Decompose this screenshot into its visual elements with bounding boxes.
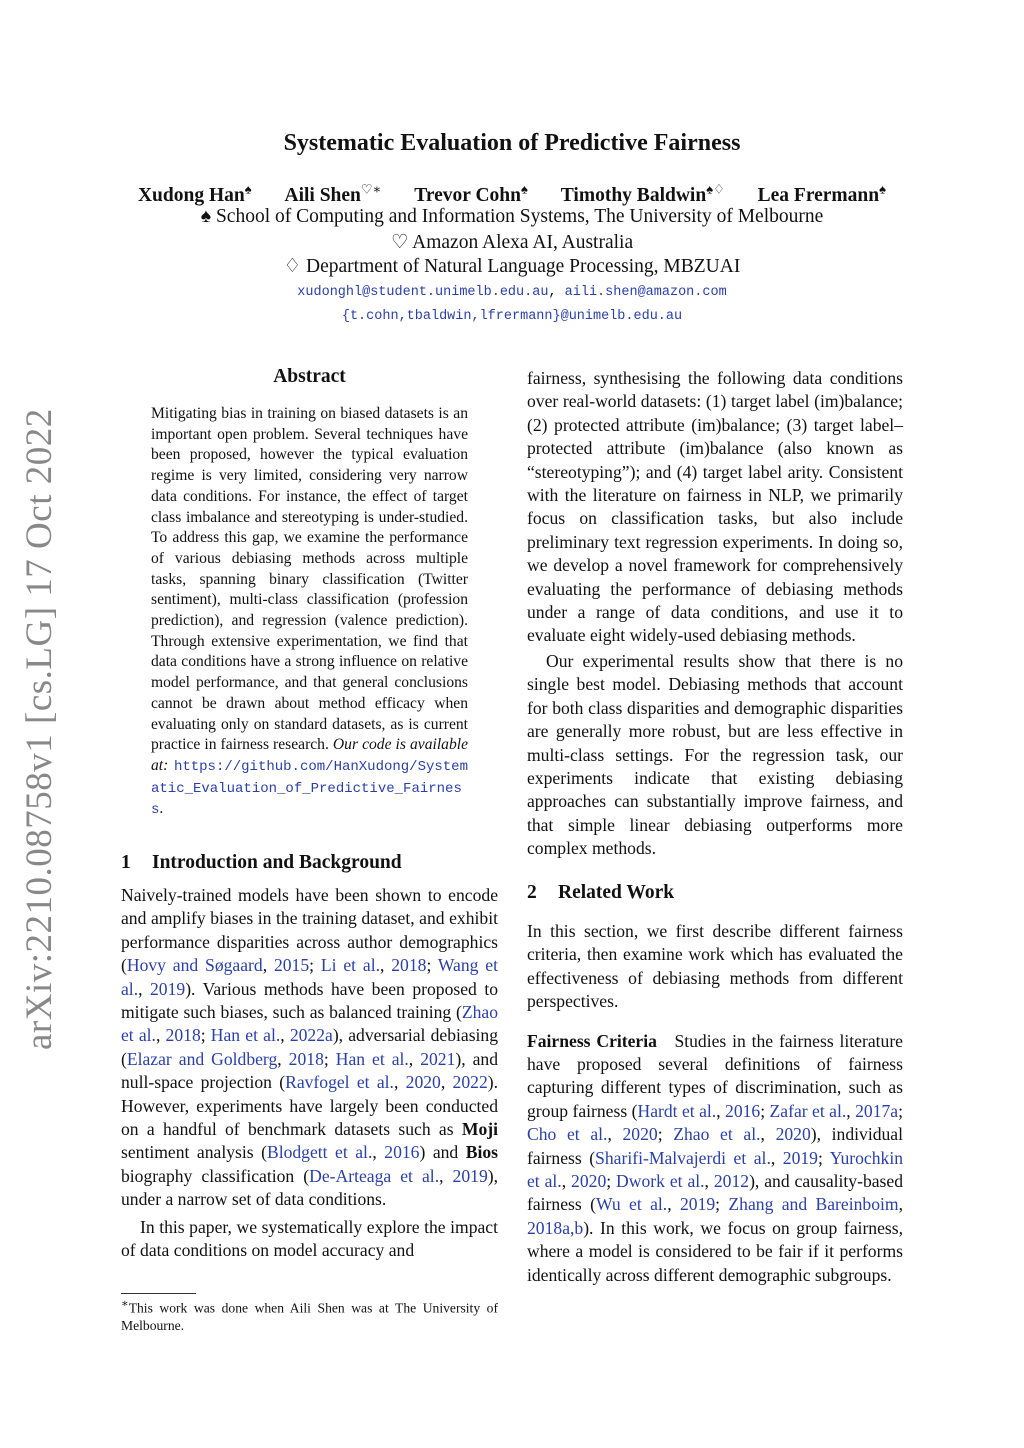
author-name: Trevor Cohn bbox=[414, 184, 521, 206]
citation-year-link[interactable]: 2019 bbox=[679, 1194, 716, 1215]
text-run: , bbox=[760, 1124, 776, 1145]
author-name: Lea Frermann bbox=[757, 184, 880, 206]
text-run: ). Various methods have been proposed to mitigate such biases, such as balanced training ( bbox=[121, 978, 499, 1023]
citation-link[interactable]: Ravfogel et al. bbox=[285, 1072, 394, 1093]
author-han bbox=[137, 181, 252, 206]
email-link-han[interactable]: xudonghl@student.unimelb.edu.au bbox=[297, 285, 549, 300]
text-run: , bbox=[277, 1048, 289, 1069]
text-run: , bbox=[716, 1100, 726, 1121]
citation-link[interactable]: Li et al. bbox=[320, 955, 380, 976]
author-name: Xudong Han bbox=[137, 184, 245, 206]
citation-link[interactable]: Hardt et al. bbox=[637, 1100, 717, 1121]
affiliation-marks: ♠ bbox=[521, 181, 528, 196]
text-run: ), and null-space projection ( bbox=[121, 1048, 499, 1093]
fairness-criteria-paragraph bbox=[527, 1030, 903, 1287]
text-run: Studies in the fairness literature have proposed several definitions of fairness capturing different types of discrimination, such as group fairness ( bbox=[527, 1030, 903, 1121]
citation-link[interactable]: Zhao et al. bbox=[121, 1002, 498, 1046]
text-run: biography classification ( bbox=[121, 1165, 310, 1186]
text-run: ; bbox=[323, 1048, 336, 1069]
text-run: ), and causality-based fairness ( bbox=[527, 1171, 904, 1215]
footnote-mark: ∗ bbox=[121, 1298, 129, 1310]
citation-link[interactable]: Han et al. bbox=[210, 1025, 281, 1046]
text-run: , bbox=[770, 1147, 783, 1168]
citation-link[interactable]: Zafar et al. bbox=[769, 1100, 847, 1121]
text-run: , bbox=[667, 1194, 680, 1215]
text-run: , bbox=[280, 1025, 290, 1046]
code-url-link[interactable]: https://github.com/HanXudong/Systematic_Evaluation_of_Predictive_Fairness bbox=[151, 758, 468, 819]
text-run: ; bbox=[715, 1194, 729, 1215]
text-run: ) and bbox=[419, 1142, 466, 1163]
citation-link[interactable]: Wu et al. bbox=[595, 1194, 668, 1215]
text-run: ; bbox=[309, 955, 321, 976]
author-cohn bbox=[414, 181, 528, 206]
citation-link[interactable]: Cho et al. bbox=[527, 1124, 608, 1145]
code-end: . bbox=[159, 800, 164, 818]
citation-link[interactable]: De-Arteaga et al. bbox=[309, 1165, 440, 1186]
affiliation-melbourne: ♠ School of Computing and Information Systems, The University of Melbourne bbox=[200, 206, 824, 227]
intro-paragraph-1 bbox=[121, 884, 498, 1212]
text-run: , bbox=[704, 1171, 714, 1191]
citation-year-link[interactable]: 2019 bbox=[782, 1147, 818, 1168]
citation-link[interactable]: Sharifi-Malvajerdi et al. bbox=[595, 1147, 771, 1168]
citation-year-link[interactable]: 2020 bbox=[775, 1124, 811, 1145]
text-run: , bbox=[440, 1072, 453, 1093]
citation-year-link[interactable]: 2020 bbox=[405, 1072, 441, 1093]
section-1-heading bbox=[121, 852, 402, 874]
email-line-2[interactable]: {t.cohn,tbaldwin,lfrermann}@unimelb.edu.au bbox=[341, 309, 683, 324]
text-run: , bbox=[372, 1142, 385, 1163]
text-run: ; bbox=[426, 955, 438, 976]
affiliation-marks: ♠♢ bbox=[706, 181, 725, 196]
section-title: Introduction and Background bbox=[152, 852, 402, 873]
citation-year-link[interactable]: 2022 bbox=[452, 1072, 488, 1093]
text-run: ; bbox=[657, 1124, 674, 1145]
section-2-heading bbox=[527, 881, 903, 904]
citation-year-link[interactable]: 2021 bbox=[420, 1048, 456, 1069]
arxiv-identifier-stamp: arXiv:2210.08758v1 [cs.LG] 17 Oct 2022 bbox=[19, 408, 60, 1050]
text-run: , bbox=[898, 1194, 903, 1215]
text-run: ). However, experiments have largely been conducted on a handful of benchmark datasets such as bbox=[121, 1072, 498, 1140]
author-baldwin bbox=[560, 181, 725, 206]
section-number: 1 bbox=[121, 852, 131, 873]
citation-link[interactable]: Elazar and Goldberg bbox=[126, 1048, 278, 1069]
affiliation-mbzuai: ♢ Department of Natural Language Processing, MBZUAI bbox=[283, 256, 741, 277]
abstract-heading: Abstract bbox=[273, 366, 346, 387]
affiliation-amazon: ♡ Amazon Alexa AI, Australia bbox=[390, 232, 634, 253]
author-list bbox=[0, 181, 1024, 207]
dataset-name-moji: Moji bbox=[461, 1119, 498, 1140]
footnote-text bbox=[121, 1296, 498, 1334]
citation-year-link[interactable]: 2019 bbox=[150, 978, 186, 999]
text-run: sentiment analysis ( bbox=[121, 1142, 267, 1163]
author-shen bbox=[284, 181, 382, 206]
email-link-shen[interactable]: aili.shen@amazon.com bbox=[564, 285, 727, 300]
text-run: ), individual fairness ( bbox=[527, 1124, 904, 1168]
text-run: , bbox=[138, 978, 150, 999]
paper-title: Systematic Evaluation of Predictive Fairness bbox=[283, 130, 741, 156]
citation-link[interactable]: Zhao et al. bbox=[673, 1124, 761, 1145]
citation-link[interactable]: Yurochkin et al. bbox=[527, 1147, 903, 1191]
citation-year-link[interactable]: 2022a bbox=[289, 1025, 333, 1046]
text-run: , bbox=[393, 1072, 406, 1093]
intro-paragraph-2: In this paper, we systematically explore the impact of data conditions on model accuracy and bbox=[121, 1216, 498, 1261]
affiliation-marks: ♠ bbox=[244, 181, 252, 196]
text-run: ), adversarial debiasing ( bbox=[121, 1025, 499, 1069]
citation-year-link[interactable]: 2015 bbox=[273, 955, 310, 976]
email-line-1 bbox=[0, 285, 1024, 300]
text-run: Naively-trained models have been shown to encode and amplify biases in the training dataset, and exhibit performance disparities across author demographics ( bbox=[121, 885, 498, 976]
footnote-divider bbox=[121, 1293, 196, 1294]
abstract-body bbox=[151, 404, 468, 821]
text-run: ; bbox=[898, 1100, 903, 1121]
affiliation-marks: ♡∗ bbox=[360, 181, 382, 196]
citation-link[interactable]: Han et al. bbox=[335, 1048, 409, 1069]
text-run: , bbox=[155, 1025, 166, 1046]
footnote-body: This work was done when Aili Shen was at The University of Melbourne. bbox=[121, 1300, 498, 1333]
text-run: ; bbox=[200, 1025, 211, 1046]
results-paragraph: Our experimental results show that there is no single best model. Debiasing methods that account for both class disparities and demographic disparities are generally more robust, but are less effective in multi-class settings. For the regression task, our experiments indicate that existing debiasing approaches can substantially improve fairness, and that simple linear debiasing outperforms more complex methods. bbox=[527, 650, 903, 859]
citation-link[interactable]: Zhang and Bareinboim bbox=[728, 1194, 899, 1215]
right-column bbox=[527, 367, 903, 1287]
text-run: , bbox=[262, 955, 274, 976]
text-run: ; bbox=[760, 1100, 770, 1121]
citation-year-link[interactable]: 2020 bbox=[622, 1124, 658, 1145]
citation-year-link[interactable]: 2020 bbox=[571, 1171, 607, 1191]
citation-year-link[interactable]: 2019 bbox=[452, 1165, 488, 1186]
text-run: , bbox=[607, 1124, 623, 1145]
citation-year-link[interactable]: 2016 bbox=[384, 1142, 420, 1163]
citation-link[interactable]: Wang et al. bbox=[121, 955, 499, 999]
text-run: ; bbox=[817, 1147, 830, 1168]
citation-year-link[interactable]: 2018 bbox=[391, 955, 427, 976]
citation-link[interactable]: Dwork et al. bbox=[616, 1171, 705, 1191]
citation-year-link[interactable]: 2018 bbox=[288, 1048, 324, 1069]
section-number: 2 bbox=[527, 881, 537, 903]
citation-year-link[interactable]: 2018 bbox=[165, 1025, 201, 1046]
related-work-intro: In this section, we first describe different fairness criteria, then examine work which has evaluated the effectiveness of debiasing methods from different perspectives. bbox=[527, 920, 903, 1012]
text-run: , bbox=[380, 955, 392, 976]
text-run: , bbox=[846, 1100, 856, 1121]
abstract-paragraph bbox=[151, 404, 468, 821]
text-run: , bbox=[408, 1048, 421, 1069]
intro-body bbox=[121, 884, 498, 1263]
text-run: ). In this work, we focus on group fairness, where a model is considered to be fair if it performs identically across different demographic subgroups. bbox=[527, 1217, 903, 1285]
section-title: Related Work bbox=[558, 881, 675, 903]
text-run: ; bbox=[606, 1171, 617, 1191]
abstract-text: Mitigating bias in training on biased datasets is an important open problem. Several techniques have been proposed, however the typical evaluation regime is very limited, considering very narrow data conditions. For instance, the effect of target class imbalance and stereotyping is under-studied. To address this gap, we examine the performance of various debiasing methods across multiple tasks, spanning binary classification (Twitter sentiment), multi-class classification (profession prediction), and regression (valence prediction). Through extensive experimentation, we find that data conditions have a strong influence on relative model performance, and that general conclusions cannot be drawn about method efficacy when evaluating only on standard datasets, as is current practice in fairness research. bbox=[151, 405, 468, 754]
citation-year-link[interactable]: 2016 bbox=[725, 1100, 761, 1121]
citation-link[interactable]: Hovy and Søgaard bbox=[126, 955, 263, 976]
author-frermann bbox=[757, 181, 887, 206]
text-run: , bbox=[439, 1165, 453, 1186]
paragraph-heading: Fairness Criteria bbox=[527, 1030, 657, 1051]
citation-year-link[interactable]: 2018a,b bbox=[527, 1217, 584, 1238]
code-intro: Our code is available at: bbox=[151, 736, 468, 774]
email-separator: , bbox=[548, 285, 565, 300]
dataset-name-bios: Bios bbox=[465, 1142, 498, 1163]
footnote bbox=[121, 1296, 498, 1334]
citation-link[interactable]: Blodgett et al. bbox=[266, 1142, 373, 1163]
text-run: ), under a narrow set of data conditions. bbox=[121, 1165, 498, 1210]
citation-year-link[interactable]: 2012 bbox=[713, 1171, 750, 1191]
affiliation-marks: ♠ bbox=[879, 181, 887, 196]
author-name: Timothy Baldwin bbox=[560, 184, 707, 206]
intro-continued-paragraph: fairness, synthesising the following data conditions over real-world datasets: (1) target label (im)balance; (2) protected attribute (im)balance; (3) target label–protected attribute (im)balance (also known as “stereotyping”); and (4) target label arity. Consistent with the literature on fairness in NLP, we primarily focus on classification tasks, but also include preliminary text regression experiments. In doing so, we develop a novel framework for comprehensively evaluating the performance of debiasing methods under a range of data conditions, and use it to evaluate eight widely-used debiasing methods. bbox=[527, 368, 903, 646]
citation-year-link[interactable]: 2017a bbox=[855, 1100, 899, 1121]
text-run: , bbox=[561, 1171, 572, 1191]
author-name: Aili Shen bbox=[284, 184, 361, 206]
